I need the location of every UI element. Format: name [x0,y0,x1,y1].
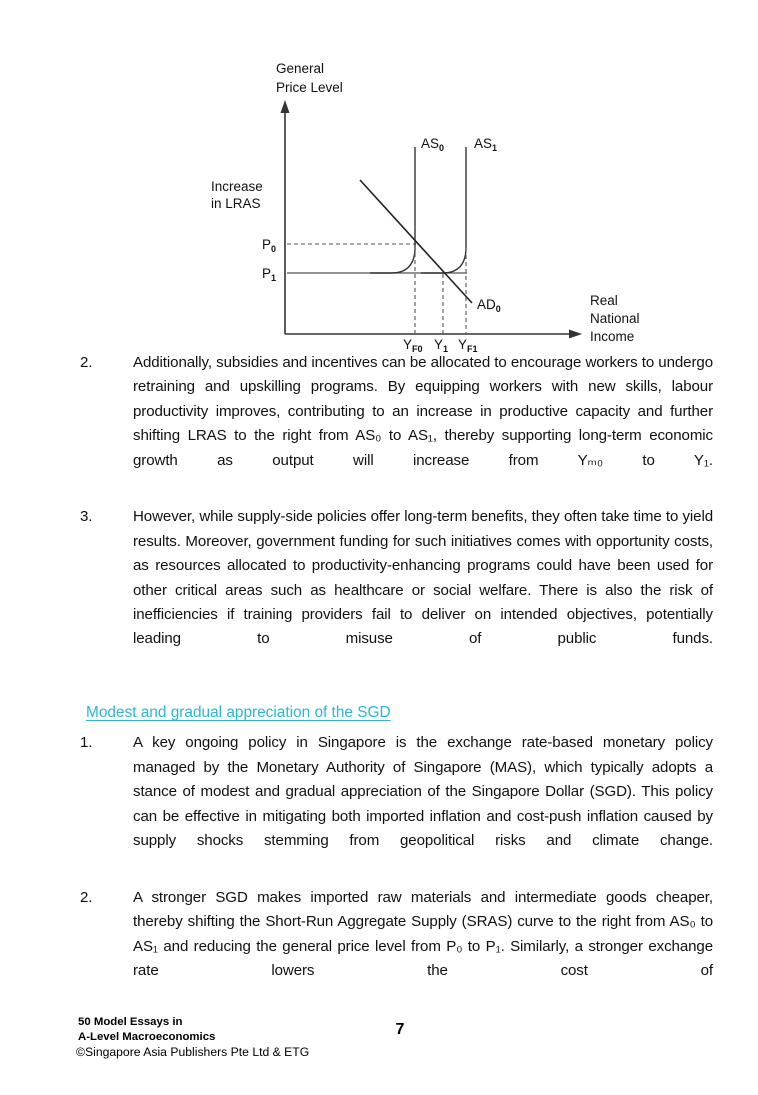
yf0-label: $Y_{F0}$ [403,337,423,354]
y-axis-arrow-icon [281,100,290,113]
list-item-marker: 1. [80,734,93,752]
p1-label: $P_1$ [262,266,277,283]
list-item [0,731,758,877]
ad0-label: $AD_0$ [477,297,501,314]
list-item-marker: 2. [80,354,93,371]
footer-copyright: ©Singapore Asia Publishers Pte Ltd & ETG [76,1045,310,1059]
list-item-marker: 3. [80,508,93,526]
lras-annotation-line2: in LRAS [211,196,261,211]
list-item [0,505,758,676]
list-item-marker: 2. [80,888,93,906]
section-heading-text: Modest and gradual appreciation of the SGD [86,704,391,722]
list-item [0,886,758,1008]
footer-book-title-line1: 50 Model Essays in [78,1016,183,1028]
p0-label: $P_0$ [262,237,277,254]
as-ad-diagram-svg [40,16,758,361]
list-item-text: However, while supply-side policies offer long-term benefits, they often take time to yield results. Moreover, government funding for such initiatives comes with opportunity costs, as resources allocated to productivity-enhancing programs could have been used for other critical areas such as healthcare or social welfare. There is also the risk of inefficiencies if training providers fail to deliver on intended objectives, potentially leading to misuse of public funds. [133,508,713,648]
x-axis-label-line1: Real [590,293,618,308]
x-axis-label-line2: National [590,311,640,326]
as0-label: $AS_0$ [421,136,445,153]
list-item-text: A stronger SGD makes imported raw materials and intermediate goods cheaper, thereby shifting the Short-Run Aggregate Supply (SRAS) curve to the right from AS₀ to AS₁ and reducing the general price level from P₀ to P₁. Similarly, a stronger exchange rate lowers the cost of [133,888,713,979]
list-item-text: A key ongoing policy in Singapore is the exchange rate-based monetary policy managed by the Monetary Authority of Singapore (MAS), which typically adopts a stance of modest and gradual appreciation of the Singapore Dollar (SGD). This policy can be effective in mitigating both imported inflation and cost-push inflation caused by supply shocks stemming from geopolitical risks and climate change. [133,734,713,849]
footer-book-title-line2: A-Level Macroeconomics [78,1030,216,1043]
as0-curve [370,147,415,273]
y1-label: $Y_1$ [434,337,449,354]
y-axis-label-line2: Price Level [276,80,343,95]
yf1-label: $Y_{F1}$ [458,337,478,354]
list-item [0,351,758,497]
as-ad-diagram [40,16,758,361]
article-body [0,351,758,1008]
x-axis-arrow-icon [569,330,582,339]
as1-label: $AS_1$ [474,136,498,153]
list-item-text: Additionally, subsidies and incentives can be allocated to encourage workers to undergo retraining and upskilling programs. By equipping workers with new skills, labour productivity improves, contributing to an increase in productive capacity and further shifting LRAS to the right from AS₀ to AS₁, thereby supporting long-term economic growth as output will increase from Yₘ₀ to Y₁. [133,354,713,469]
y-axis-label-line1: General [276,61,325,76]
section-heading [0,702,758,724]
page-number: 7 [395,1021,405,1038]
page-footer [0,1015,758,1081]
ad0-curve [360,180,472,303]
lras-annotation-line1: Increase [211,179,263,194]
x-axis-label-line3: Income [590,329,635,344]
